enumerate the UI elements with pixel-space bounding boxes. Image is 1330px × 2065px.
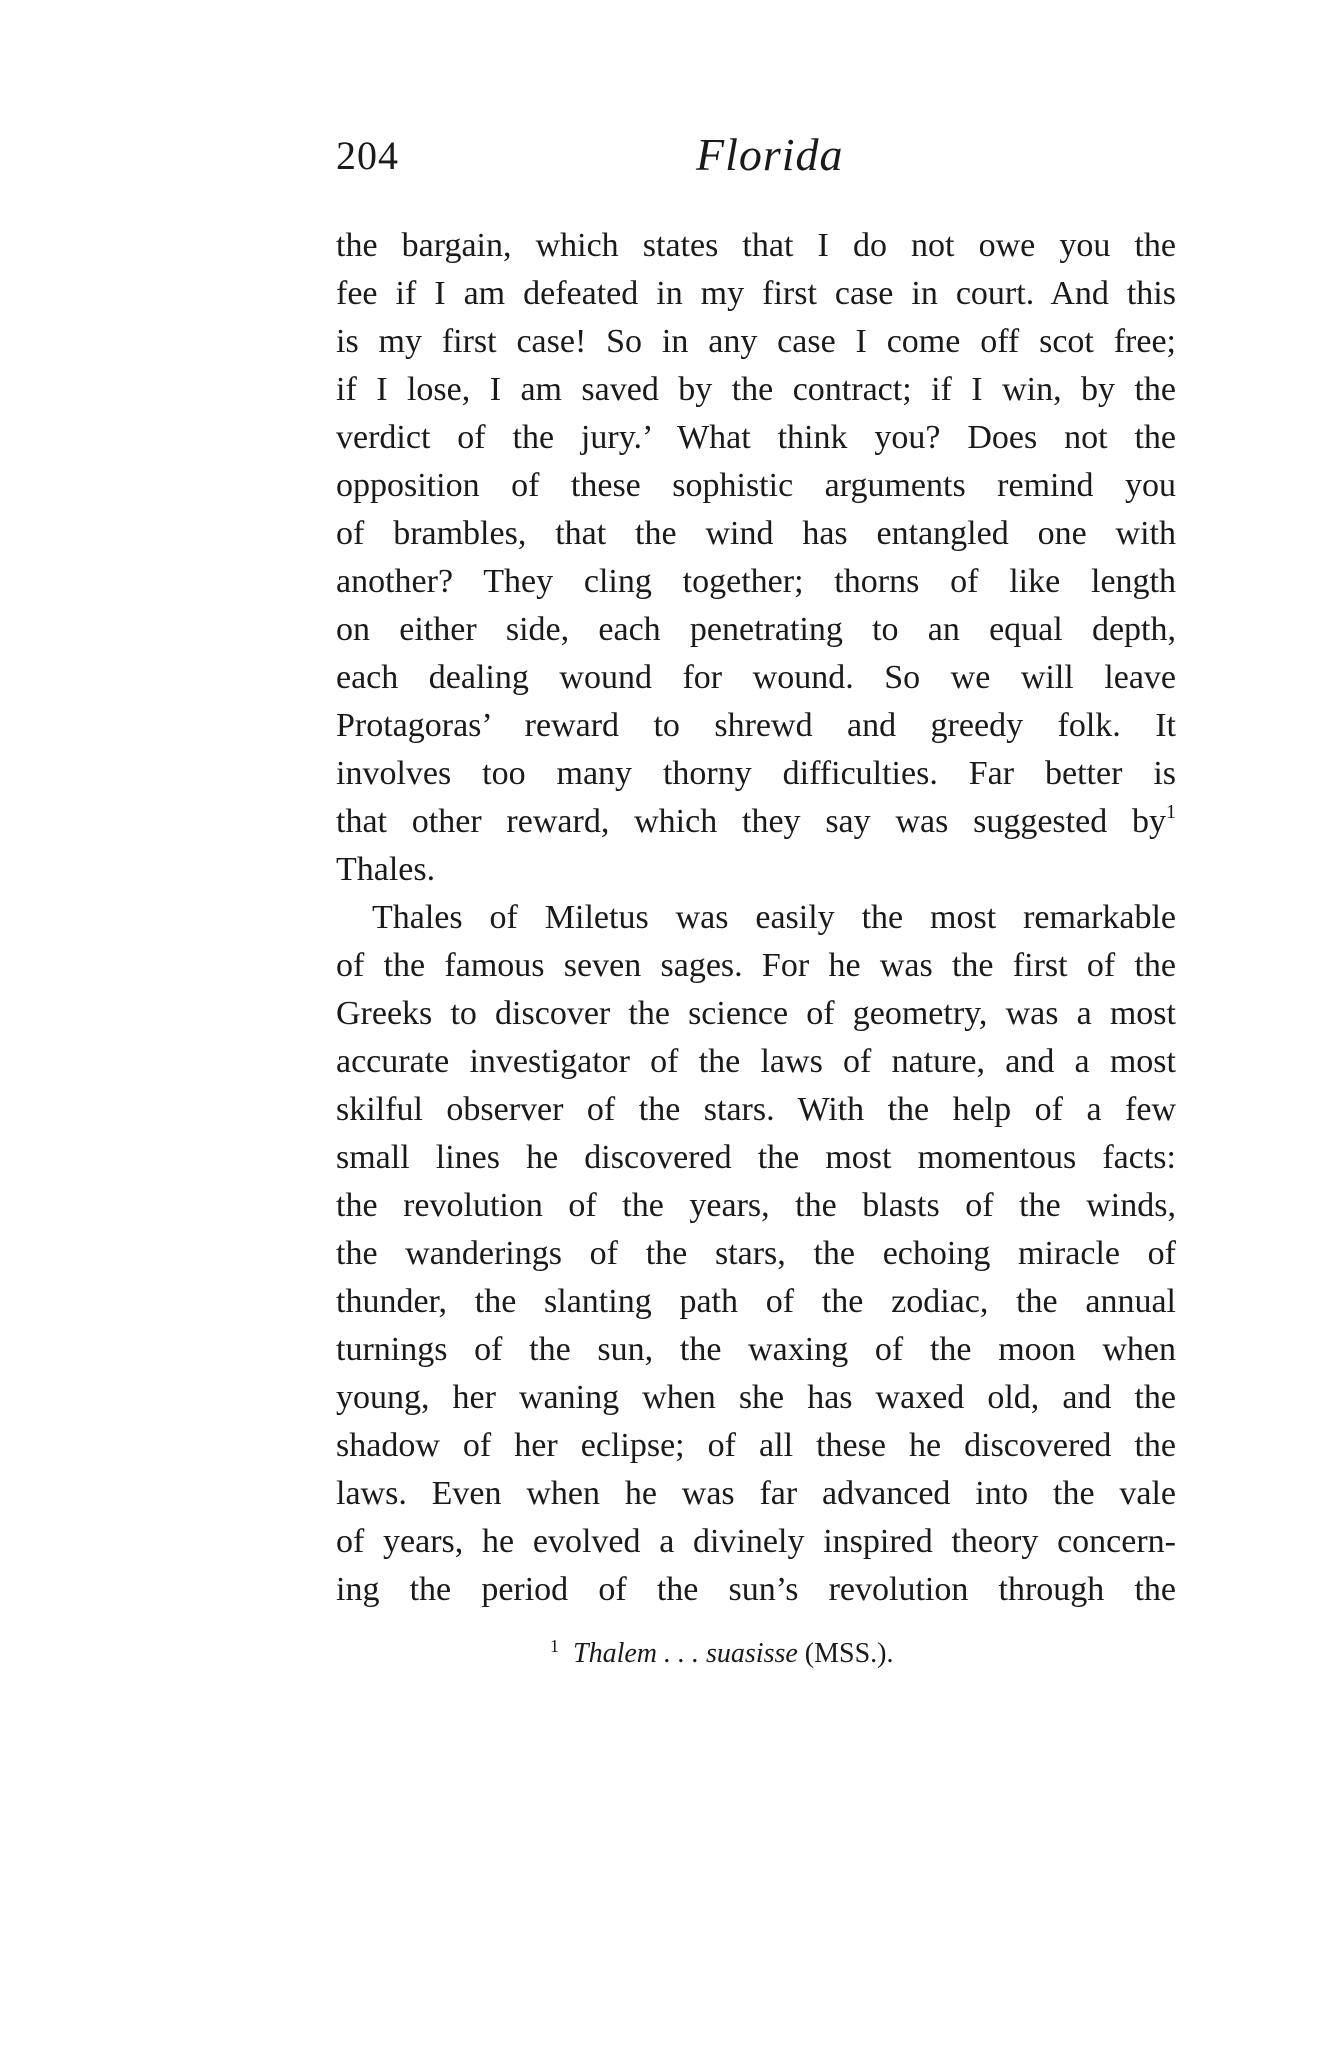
text-line: fee if I am defeated in my first case in court. And this xyxy=(336,275,1176,312)
page-number: 204 xyxy=(336,133,399,178)
text-line: shadow of her eclipse; of all these he discovered the xyxy=(336,1427,1176,1464)
text-line: thunder, the slanting path of the zodiac, the annual xyxy=(336,1283,1176,1320)
text-line: small lines he discovered the most momentous facts: xyxy=(336,1139,1176,1176)
footnote-reference: 1 xyxy=(1166,801,1176,823)
paragraph-1 xyxy=(336,222,1176,894)
text-line: the bargain, which states that I do not owe you the xyxy=(336,227,1176,264)
text-line: ing the period of the sun’s revolution through the xyxy=(336,1571,1176,1608)
text-line: laws. Even when he was far advanced into the vale xyxy=(336,1475,1176,1512)
text-line: Protagoras’ reward to shrewd and greedy folk. It xyxy=(336,707,1176,744)
paragraph-2 xyxy=(336,894,1176,1614)
text-line: Thales of Miletus was easily the most remarkable xyxy=(372,899,1176,936)
text-line: skilful observer of the stars. With the help of a few xyxy=(336,1091,1176,1128)
text-line: involves too many thorny difficulties. Far better is xyxy=(336,755,1176,792)
text-line: the revolution of the years, the blasts of the winds, xyxy=(336,1187,1176,1224)
footnote xyxy=(550,1636,894,1670)
text-line: if I lose, I am saved by the contract; if I win, by the xyxy=(336,371,1176,408)
text-line: is my first case! So in any case I come off scot free; xyxy=(336,323,1176,360)
text-line: verdict of the jury.’ What think you? Does not the xyxy=(336,419,1176,456)
text-line: young, her waning when she has waxed old, and the xyxy=(336,1379,1176,1416)
running-title: Florida xyxy=(696,129,844,180)
text-line: on either side, each penetrating to an equal depth, xyxy=(336,611,1176,648)
body-text xyxy=(336,222,1176,1614)
text-line: of years, he evolved a divinely inspired theory concern- xyxy=(336,1523,1176,1560)
page-header xyxy=(336,129,1174,192)
text-line: turnings of the sun, the waxing of the moon when xyxy=(336,1331,1176,1368)
text-line: of brambles, that the wind has entangled one with xyxy=(336,515,1176,552)
text-line: opposition of these sophistic arguments remind you xyxy=(336,467,1176,504)
text-line: that other reward, which they say was suggested by xyxy=(336,803,1166,840)
footnote-text: (MSS.). xyxy=(804,1638,894,1669)
text-line: Greeks to discover the science of geometry, was a most xyxy=(336,995,1176,1032)
text-line: the wanderings of the stars, the echoing miracle of xyxy=(336,1235,1176,1272)
text-line: of the famous seven sages. For he was the first of the xyxy=(336,947,1176,984)
text-line: each dealing wound for wound. So we will leave xyxy=(336,659,1176,696)
text-line: Thales. xyxy=(336,851,436,888)
footnote-marker: 1 xyxy=(550,1636,559,1656)
text-line-with-footnote xyxy=(336,798,1176,846)
footnote-italic-text: Thalem . . . suasisse xyxy=(573,1638,798,1669)
text-line: accurate investigator of the laws of nature, and a most xyxy=(336,1043,1176,1080)
text-line: another? They cling together; thorns of like length xyxy=(336,563,1176,600)
